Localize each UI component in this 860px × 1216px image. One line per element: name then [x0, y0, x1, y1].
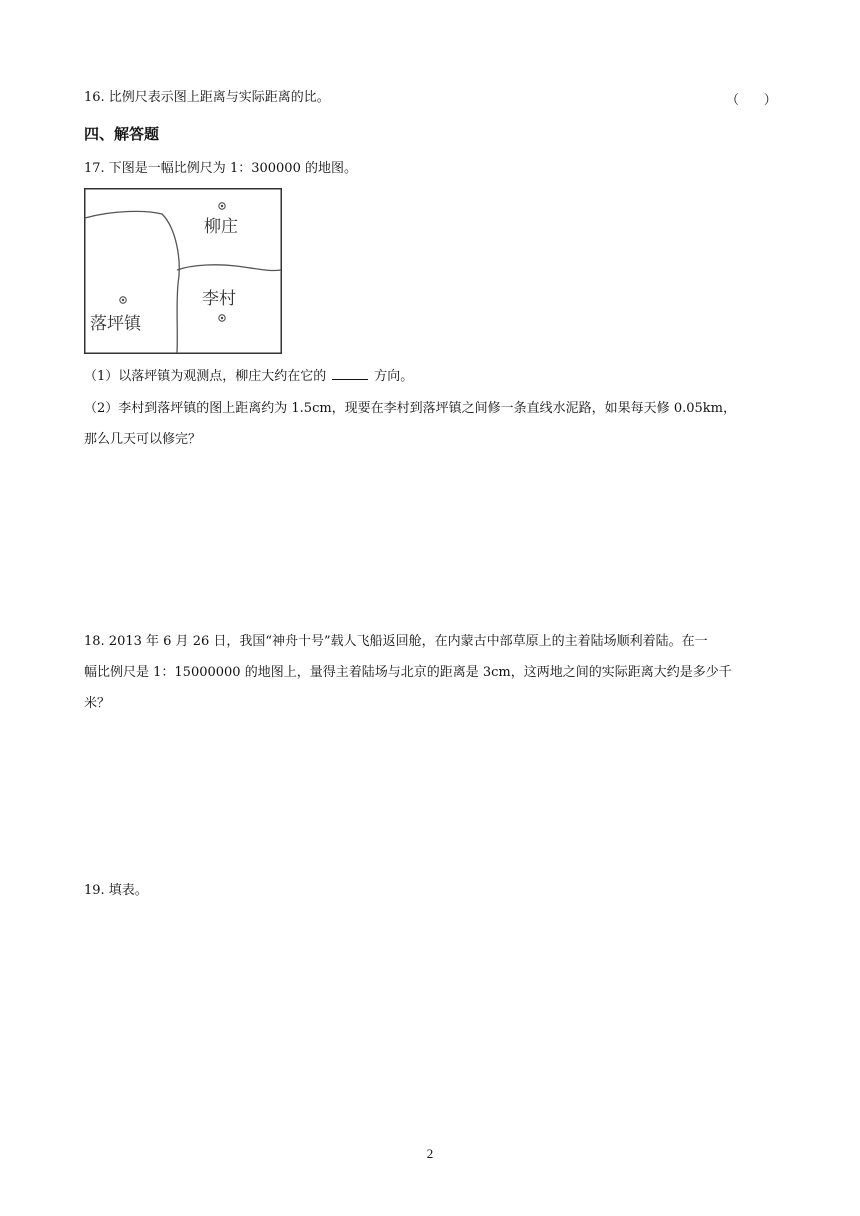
question-16: 16. 比例尺表示图上距离与实际距离的比。: [84, 90, 330, 105]
question-17-part-2-line-1: （2）李村到落坪镇的图上距离约为 1.5cm，现要在李村到落坪镇之间修一条直线水泥路，如果每天修 0.05km，: [84, 401, 736, 416]
page-number: 2: [426, 1146, 434, 1161]
question-18-line-2: 幅比例尺是 1：15000000 的地图上，量得主着陆场与北京的距离是 3cm，这两地之间的实际距离大约是多少千: [84, 665, 732, 680]
map-label-liuzhuang: 柳庄: [204, 217, 238, 237]
question-18-line-3: 米？: [84, 696, 111, 711]
question-19: 19. 填表。: [84, 883, 148, 898]
question-17: 17. 下图是一幅比例尺为 1：300000 的地图。: [84, 161, 357, 176]
question-17-part-2-line-2: 那么几天可以修完？: [84, 432, 202, 447]
map-label-luopingzhen: 落坪镇: [90, 314, 141, 334]
map-label-licun: 李村: [202, 289, 236, 309]
section-title: 四、解答题: [84, 125, 160, 143]
answer-parentheses: （ ）: [726, 93, 777, 108]
part-1-text-end: 方向。: [374, 369, 414, 384]
scale-map: [84, 188, 282, 354]
part-1-text: （1）以落坪镇为观测点，柳庄大约在它的: [84, 369, 327, 384]
question-17-part-1: [84, 369, 413, 385]
answer-blank: [332, 369, 368, 380]
question-18-line-1: 18. 2013 年 6 月 26 日，我国“神舟十号”载人飞船返回舱，在内蒙古中部草原上的主着陆场顺利着陆。在一: [84, 634, 708, 649]
